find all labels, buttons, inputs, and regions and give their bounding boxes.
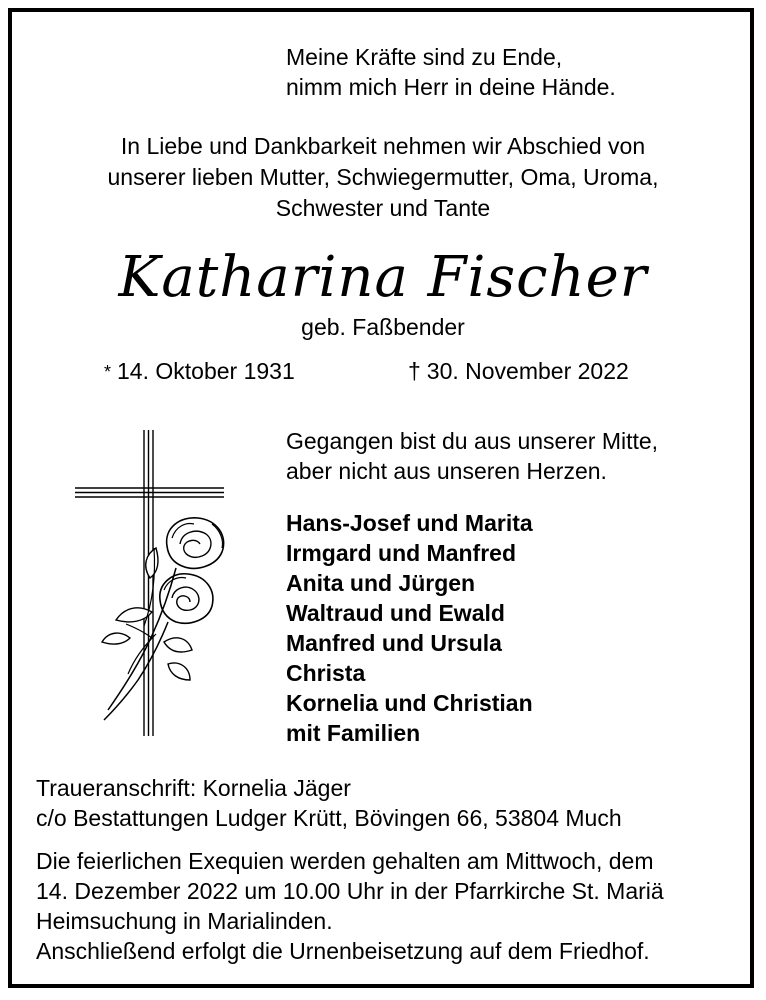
intro-line-2: unserer lieben Mutter, Schwiegermutter, Oma, Uroma, xyxy=(107,164,659,190)
mourning-address xyxy=(36,773,622,833)
family-member: Waltraud und Ewald xyxy=(286,600,505,626)
service-line-3: Heimsuchung in Marialinden. xyxy=(36,908,333,934)
family-list xyxy=(286,508,533,748)
address-line-1: Traueranschrift: Kornelia Jäger xyxy=(36,775,351,801)
intro-text xyxy=(0,131,766,224)
family-member: Kornelia und Christian xyxy=(286,690,533,716)
cross-with-roses-icon xyxy=(72,428,232,740)
birth-date: 14. Oktober 1931 xyxy=(117,358,295,384)
birth-star-icon: * xyxy=(104,362,112,382)
address-line-2: c/o Bestattungen Ludger Krütt, Bövingen 66, 53804 Much xyxy=(36,805,622,831)
death-date-line xyxy=(408,356,629,386)
service-line-4: Anschließend erfolgt die Urnenbeisetzung auf dem Friedhof. xyxy=(36,938,650,964)
family-member: Christa xyxy=(286,660,366,686)
verse-line-2: nimm mich Herr in deine Hände. xyxy=(286,74,616,100)
verse xyxy=(286,42,616,102)
intro-line-1: In Liebe und Dankbarkeit nehmen wir Abschied von xyxy=(120,133,646,159)
verse-line-1: Meine Kräfte sind zu Ende, xyxy=(286,44,563,70)
family-member: Anita und Jürgen xyxy=(286,570,476,596)
service-line-1: Die feierlichen Exequien werden gehalten am Mittwoch, dem xyxy=(36,848,654,874)
death-cross-icon: † xyxy=(408,358,421,384)
service-info xyxy=(36,846,664,966)
birth-date-line xyxy=(104,356,295,387)
family-member: mit Familien xyxy=(286,720,421,746)
intro-line-3: Schwester und Tante xyxy=(275,195,491,221)
family-member: Hans-Josef und Marita xyxy=(286,510,533,536)
memory-text xyxy=(286,426,658,486)
service-line-2: 14. Dezember 2022 um 10.00 Uhr in der Pfarrkirche St. Mariä xyxy=(36,878,664,904)
family-member: Manfred und Ursula xyxy=(286,630,502,656)
death-date: 30. November 2022 xyxy=(426,358,629,384)
maiden-name: geb. Faßbender xyxy=(301,314,465,340)
memory-line-1: Gegangen bist du aus unserer Mitte, xyxy=(286,428,659,454)
family-member: Irmgard und Manfred xyxy=(286,540,517,566)
deceased-name: Katharina Fischer xyxy=(118,245,648,310)
memory-line-2: aber nicht aus unseren Herzen. xyxy=(286,458,607,484)
